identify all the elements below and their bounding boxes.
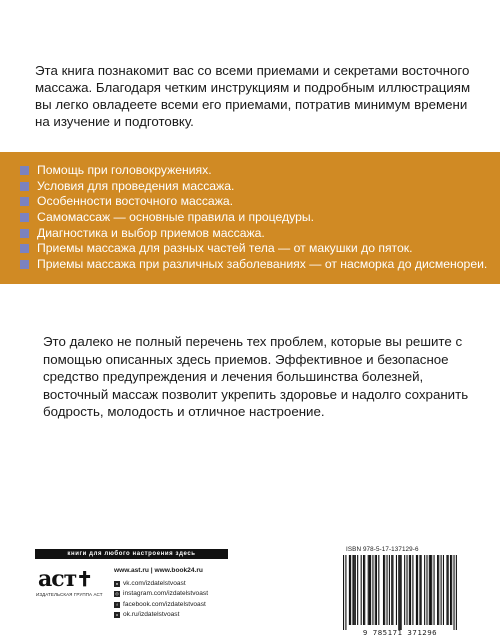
barcode-bar: [357, 555, 358, 625]
barcode-bar: [352, 555, 353, 625]
barcode-bar: [433, 555, 434, 625]
barcode-bar: [392, 555, 393, 625]
barcode-bar: [409, 555, 410, 625]
barcode-bar: [375, 555, 376, 625]
logo-letters: аст: [37, 566, 77, 592]
list-item: [20, 163, 487, 179]
barcode-bar: [368, 555, 369, 625]
barcode-bar: [364, 555, 365, 625]
barcode-bar: [401, 555, 402, 630]
list-item-text: Самомассаж — основные правила и процедуры.: [37, 210, 315, 225]
barcode-bar: [412, 555, 413, 625]
list-item-text: Приемы массажа при различных заболеваниях — от насморка до дисменореи.: [37, 256, 488, 271]
barcode-bar: [443, 555, 444, 625]
bullet-square-icon: [20, 260, 29, 269]
barcode-bar: [453, 555, 454, 630]
barcode-bar: [369, 555, 370, 625]
barcode-bar: [386, 555, 387, 625]
barcode-bar: [354, 555, 355, 625]
vk-icon: в: [115, 580, 119, 586]
barcode-bar: [396, 555, 397, 625]
social-link-facebook[interactable]: [114, 600, 208, 611]
barcode-bar: [361, 555, 362, 625]
list-item: [20, 257, 487, 273]
barcode-bar: [372, 555, 373, 625]
barcode-bars: [343, 555, 457, 630]
barcode-bar: [446, 555, 447, 625]
social-link-text: ok.ru/izdatelstvoast: [123, 611, 180, 618]
list-item: [20, 194, 487, 210]
cross-icon: ✝: [76, 567, 93, 591]
barcode-bar: [349, 555, 350, 625]
barcode-bar: [378, 555, 379, 625]
barcode-bar: [383, 555, 384, 625]
bullet-square-icon: [20, 166, 29, 175]
list-item-text: Условия для проведения массажа.: [37, 178, 235, 193]
ast-logo-icon: [36, 568, 94, 590]
list-item: [20, 210, 487, 226]
barcode-bar: [416, 555, 417, 625]
bullet-square-icon: [20, 244, 29, 253]
social-link-text: facebook.com/izdatelstvoast: [123, 600, 206, 608]
barcode-bar: [350, 555, 351, 625]
barcode-bar: [437, 555, 438, 625]
barcode-icon: [343, 555, 457, 630]
social-link-text: instagram.com/izdatelstvoast: [123, 590, 209, 597]
barcode-bar: [419, 555, 420, 625]
barcode-bar: [421, 555, 422, 625]
tagline-bar: книги для любого настроения здесь: [35, 549, 228, 559]
social-link-ok[interactable]: [114, 610, 208, 621]
instagram-icon: ◎: [115, 591, 119, 597]
facebook-icon: f: [114, 602, 120, 608]
social-link-vk[interactable]: [114, 579, 208, 590]
list-item-text: Особенности восточного массажа.: [37, 194, 234, 209]
list-item: [20, 179, 487, 195]
contents-band: [0, 152, 500, 284]
publisher-logo: [36, 566, 103, 597]
social-link-instagram[interactable]: [114, 589, 208, 600]
barcode-bar: [389, 555, 390, 625]
odnoklassniki-icon: о: [115, 612, 119, 618]
barcode-bar: [391, 555, 392, 625]
barcode-bar: [406, 555, 407, 625]
barcode-bar: [431, 555, 432, 625]
barcode-bar: [441, 555, 442, 625]
list-item-text: Диагностика и выбор приемов массажа.: [37, 225, 265, 240]
barcode-bar: [456, 555, 457, 630]
barcode-bar: [384, 555, 385, 625]
barcode-bar: [343, 555, 344, 630]
website-links[interactable]: www.ast.ru | www.book24.ru: [114, 567, 203, 574]
barcode-bar: [376, 555, 377, 625]
barcode-bar: [363, 555, 364, 625]
barcode-bar: [450, 555, 451, 625]
barcode-bar: [410, 555, 411, 625]
barcode-bar: [398, 555, 399, 630]
outro-paragraph: Это далеко не полный перечень тех проблем, которые вы решите с помощью описанных здесь приемов. Эффективное и безопасное средство предупреждения и лечения большинства болезней, восточный массаж позволит укрепить здоровье и надолго сохранить бодрость, молодость и отличное настроение.: [43, 334, 469, 420]
social-link-text: vk.com/izdatelstvoast: [123, 579, 186, 587]
barcode-bar: [345, 555, 346, 630]
publisher-links: [114, 566, 208, 621]
barcode-bar: [451, 555, 452, 625]
intro-paragraph: Эта книга познакомит вас со всеми приемами и секретами восточного массажа. Благодаря четким инструкциям и подробным иллюстрациям вы легко овладеете всеми его приемами, потратив минимум времени на изучение и подготовку.: [35, 63, 471, 129]
barcode-bar: [404, 555, 405, 625]
isbn-label: ISBN 978-5-17-137129-6: [346, 546, 419, 553]
list-item: [20, 241, 487, 257]
barcode-digits: 9 785171 371296: [362, 628, 438, 637]
list-item-text: Приемы массажа для разных частей тела — от макушки до пяток.: [37, 241, 413, 256]
barcode-bar: [424, 555, 425, 625]
contents-list: [20, 163, 487, 272]
bullet-square-icon: [20, 182, 29, 191]
publisher-caption: ИЗДАТЕЛЬСКАЯ ГРУППА АСТ: [36, 592, 103, 597]
bullet-square-icon: [20, 213, 29, 222]
barcode-bar: [370, 555, 371, 625]
list-item: [20, 225, 487, 241]
barcode-bar: [426, 555, 427, 625]
list-item-text: Помощь при головокружениях.: [37, 163, 212, 178]
barcode-bar: [438, 555, 439, 625]
barcode-bar: [399, 555, 400, 630]
barcode-bar: [430, 555, 431, 625]
barcode-bar: [355, 555, 356, 625]
bullet-square-icon: [20, 197, 29, 206]
barcode-bar: [429, 555, 430, 625]
barcode-bar: [448, 555, 449, 625]
barcode-bar: [417, 555, 418, 625]
bullet-square-icon: [20, 229, 29, 238]
